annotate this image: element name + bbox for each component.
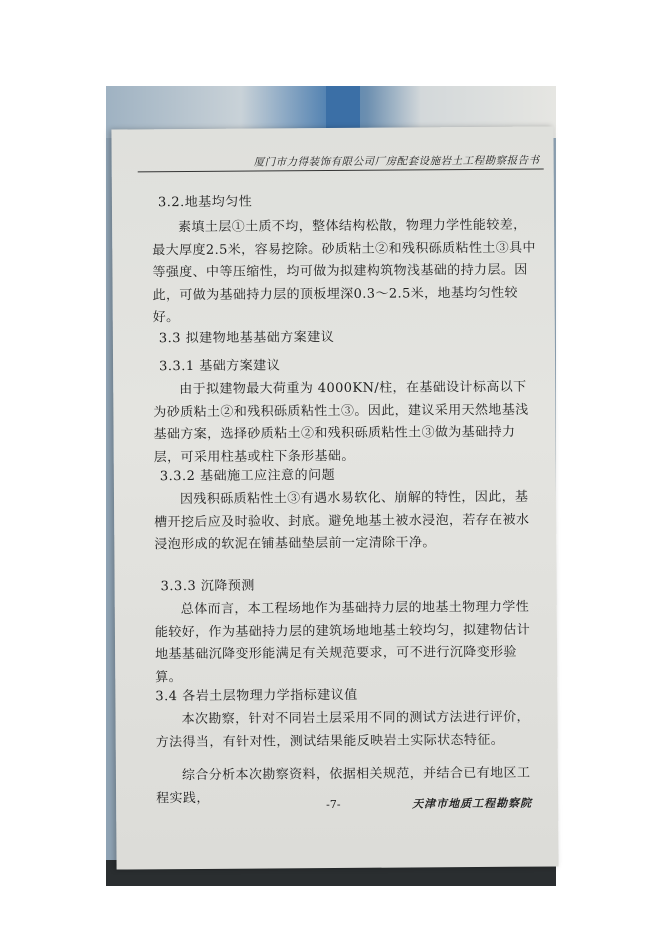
heading-3-3-2: 3.3.2 基础施工应注意的问题 (159, 467, 336, 485)
heading-3-3-3: 3.3.3 沉降预测 (160, 578, 255, 595)
heading-3-2: 3.2.地基均匀性 (157, 194, 253, 211)
paragraph-3-3-1: 由于拟建物最大荷重为 4000KN/柱，在基础设计标高以下为砂质粘土②和残积砾质粘性土③。因此，建议采用天然地基浅基础方案，选择砂质粘土②和残积砾质粘性土③做为基础持力层，可采用柱基或柱下条形基础。 (153, 379, 529, 465)
page-number: -7- (326, 797, 341, 812)
heading-3-3-1: 3.3.1 基础方案建议 (159, 358, 281, 375)
footer-organization: 天津市地质工程勘察院 (412, 796, 533, 811)
running-header: 厦门市力得装饰有限公司厂房配套设施岩土工程勘察报告书 (253, 154, 540, 169)
header-rule (138, 169, 544, 173)
paragraph-3-3-2: 因残积砾质粘性土③有遇水易软化、崩解的特性，因此，基槽开挖后应及时验收、封底。避免地基土被水浸泡，若存在被水浸泡形成的软泥在铺基础垫层前一定清除干净。 (154, 489, 530, 553)
paragraph-3-4: 本次勘察，针对不同岩土层采用不同的测试方法进行评价，方法得当，有针对性，测试结果能反映岩土实际状态特征。 (155, 709, 530, 750)
document-page (111, 126, 558, 869)
heading-3-3: 3.3 拟建物地基基础方案建议 (158, 330, 335, 347)
paragraph-3-2: 素填土层①土质不均，整体结构松散，物理力学性能较差，最大厚度2.5米，容易挖除。砂质粘土②和残积砾质粘性土③具中等强度、中等压缩性，均可做为拟建构筑物浅基础的持力层。因此，可做为基础持力层的顶板埋深0.3～2.5米，地基均匀性较好。 (152, 217, 536, 326)
paragraph-closing: 综合分析本次勘察资料，依据相关规范，并结合已有地区工程实践， (156, 765, 531, 806)
heading-3-4: 3.4 各岩土层物理力学指标建议值 (155, 687, 358, 705)
paragraph-3-3-3: 总体而言，本工程场地作为基础持力层的地基土物理力学性能较好，作为基础持力层的建筑场地地基土较均匀，拟建物估计地基基础沉降变形能满足有关规范要求，可不进行沉降变形验算。 (154, 599, 531, 685)
